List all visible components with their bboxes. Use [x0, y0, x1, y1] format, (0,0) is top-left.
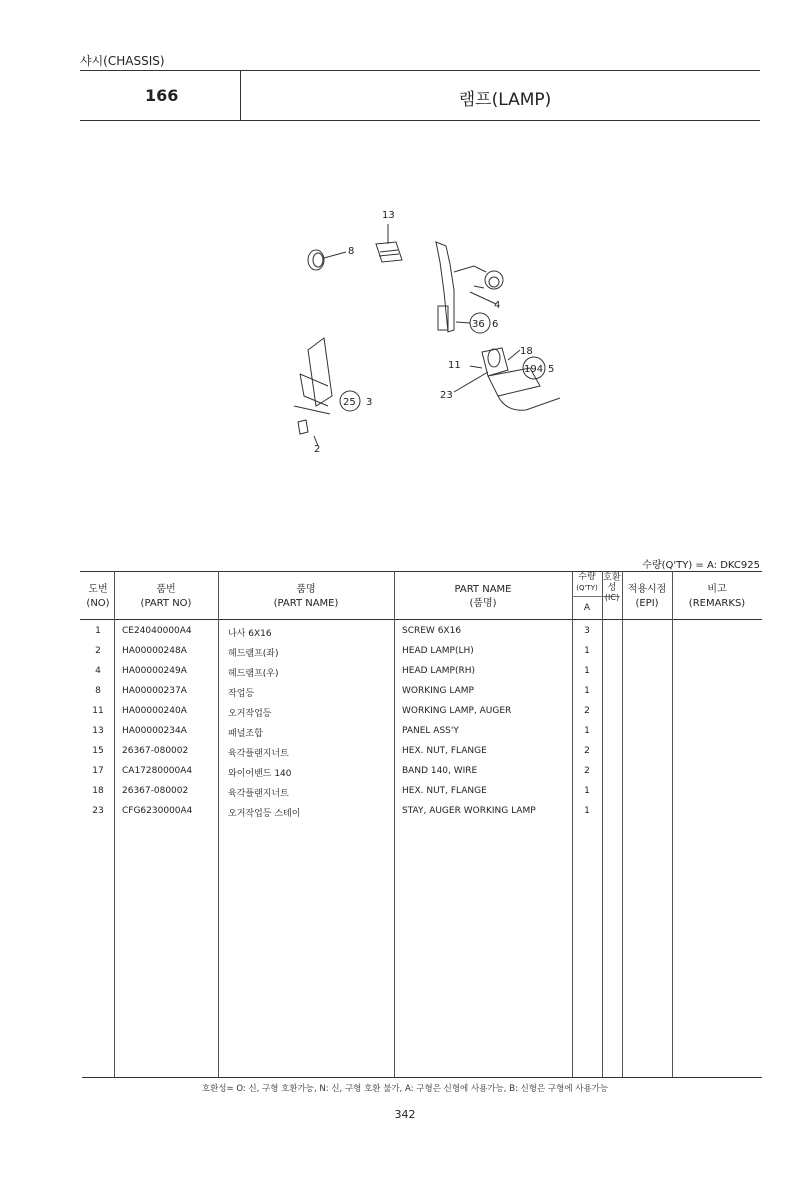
table-row	[82, 786, 762, 806]
row-qty: 1	[584, 806, 590, 816]
th-qty: 수량 (Q'TY)	[576, 572, 598, 592]
page-number: 342	[394, 1108, 416, 1121]
page-code: 166	[145, 86, 179, 105]
row-qty: 2	[584, 706, 590, 716]
th-epi: 적용시점 (EPI)	[627, 584, 667, 609]
row-part-no: HA00000237A	[122, 686, 187, 696]
row-qty: 3	[584, 626, 590, 636]
table-top-rule	[80, 571, 762, 572]
row-part-name-en: STAY, AUGER WORKING LAMP	[402, 806, 536, 816]
head-lamp-lh-shape	[308, 338, 332, 406]
callout-36: 36	[472, 319, 485, 330]
th-qty-a: A	[583, 603, 591, 613]
callout-2: 2	[314, 444, 321, 455]
section-label: 샤시(CHASSIS)	[80, 54, 165, 68]
row-part-name-ko: 패널조합	[228, 729, 263, 739]
callout-194: 194	[524, 364, 544, 375]
row-no: 23	[92, 806, 104, 816]
row-part-no: CFG6230000A4	[122, 806, 193, 816]
callout-13: 13	[382, 210, 395, 221]
bracket-shape	[436, 242, 454, 332]
th-part-name-en: PART NAME (품명)	[454, 584, 512, 609]
row-part-name-en: HEAD LAMP(RH)	[402, 666, 476, 676]
callout-8: 8	[348, 246, 355, 257]
row-part-name-ko: 헤드램프(우)	[228, 669, 279, 679]
row-part-name-en: HEX. NUT, FLANGE	[402, 746, 487, 756]
row-qty: 1	[584, 646, 590, 656]
row-part-name-ko: 육각플랜지너트	[228, 749, 289, 759]
header-divider	[240, 71, 241, 121]
callout-6: 6	[492, 319, 499, 330]
row-no: 17	[92, 766, 104, 776]
row-part-no: CA17280000A4	[122, 766, 193, 776]
row-no: 11	[92, 706, 104, 716]
row-part-name-ko: 작업등	[228, 689, 255, 699]
row-no: 18	[92, 786, 104, 796]
table-row	[82, 646, 762, 666]
row-part-name-ko: 오거작업등	[228, 709, 272, 719]
row-part-no: 26367-080002	[122, 746, 189, 756]
row-qty: 2	[584, 746, 590, 756]
callout-4: 4	[494, 300, 501, 311]
row-part-name-en: HEAD LAMP(LH)	[402, 646, 474, 656]
compatibility-note: 호환성= O: 신, 구형 호환가능, N: 신, 구형 호환 불가, A: 구형은 신형에 사용가능, B: 신형은 구형에 사용가능	[201, 1084, 609, 1094]
th-ic: 호환성 (IC)	[603, 573, 621, 602]
row-no: 15	[92, 746, 104, 756]
auger-lamp-shape	[482, 348, 508, 376]
row-part-no: HA00000234A	[122, 726, 187, 736]
row-part-name-en: WORKING LAMP, AUGER	[402, 706, 512, 716]
table-row	[82, 726, 762, 746]
callout-23: 23	[440, 390, 453, 401]
row-qty: 1	[584, 666, 590, 676]
row-no: 2	[95, 646, 101, 656]
table-row	[82, 686, 762, 706]
th-no: 도번 (NO)	[86, 584, 110, 609]
row-part-name-en: WORKING LAMP	[402, 686, 474, 696]
table-row	[82, 626, 762, 646]
table-row	[82, 666, 762, 686]
row-qty: 1	[584, 786, 590, 796]
th-part-name: 품명 (PART NAME)	[273, 584, 339, 609]
table-row	[82, 746, 762, 766]
row-part-name-ko: 헤드램프(좌)	[228, 649, 279, 659]
head-lamp-rh-shape	[485, 271, 503, 289]
callout-18: 18	[520, 346, 533, 357]
table-row	[82, 706, 762, 726]
table-row	[82, 806, 762, 826]
row-qty: 1	[584, 686, 590, 696]
row-part-no: HA00000248A	[122, 646, 187, 656]
row-part-name-ko: 오거작업등 스테이	[228, 809, 301, 819]
row-part-name-en: PANEL ASS'Y	[402, 726, 459, 736]
exploded-parts-diagram	[270, 200, 570, 460]
th-part-no: 품번 (PART NO)	[140, 584, 192, 609]
callout-5: 5	[548, 364, 555, 375]
row-part-name-en: BAND 140, WIRE	[402, 766, 478, 776]
header-bottom-rule	[80, 120, 760, 121]
panel-assy-shape	[376, 242, 402, 262]
callout-11: 11	[448, 360, 461, 371]
qty-note: 수량(Q'TY) = A: DKC925	[642, 560, 760, 571]
row-qty: 1	[584, 726, 590, 736]
th-remarks: 비고 (REMARKS)	[688, 584, 746, 609]
row-part-name-ko: 와이어밴드 140	[228, 769, 292, 779]
row-no: 1	[95, 626, 101, 636]
row-part-no: CE24040000A4	[122, 626, 192, 636]
header-top-rule	[80, 70, 760, 71]
table-row	[82, 766, 762, 786]
callout-3: 3	[366, 397, 373, 408]
row-no: 8	[95, 686, 101, 696]
table-bottom-rule	[82, 1077, 762, 1078]
row-part-no: HA00000240A	[122, 706, 187, 716]
row-part-name-ko: 나사 6X16	[228, 629, 272, 639]
row-no: 4	[95, 666, 101, 676]
page-title: 램프(LAMP)	[458, 90, 552, 110]
callout-25: 25	[343, 397, 356, 408]
row-part-no: HA00000249A	[122, 666, 187, 676]
row-part-name-en: HEX. NUT, FLANGE	[402, 786, 487, 796]
row-part-name-en: SCREW 6X16	[402, 626, 462, 636]
table-header-rule	[80, 619, 762, 620]
row-part-name-ko: 육각플랜지너트	[228, 789, 289, 799]
row-part-no: 26367-080002	[122, 786, 189, 796]
row-no: 13	[92, 726, 104, 736]
row-qty: 2	[584, 766, 590, 776]
